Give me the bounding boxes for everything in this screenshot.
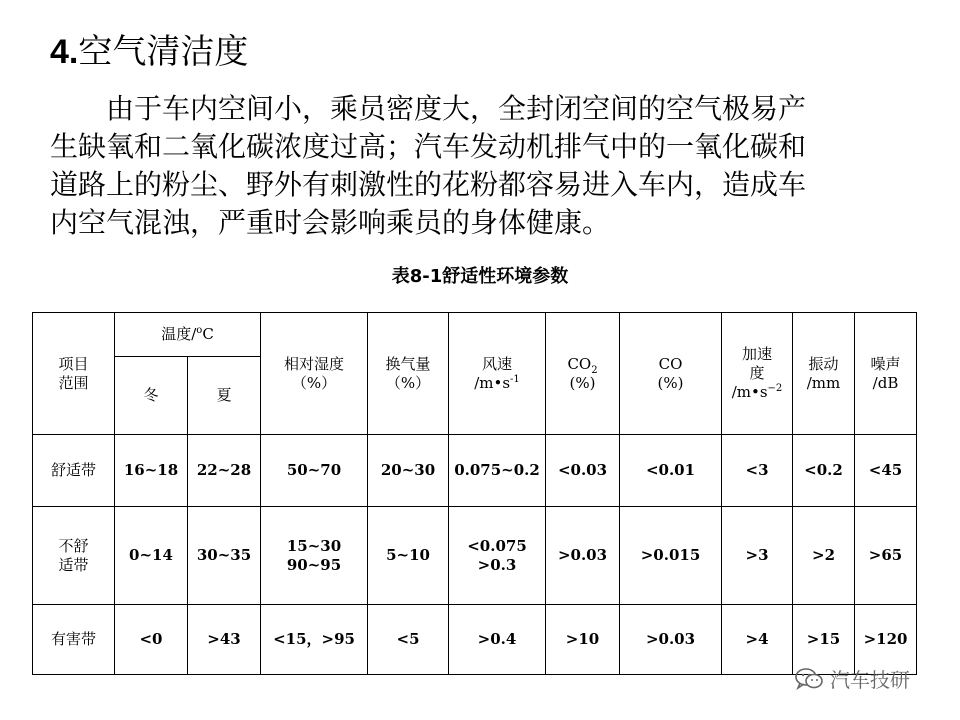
cell-vibration: >2 [793,507,855,605]
cell-wind: <0.075 >0.3 [449,507,546,605]
header-temperature: 温度/$^o$C [115,313,261,357]
header-wind-speed: 风速 $/m•s^{-1}$ [449,313,546,435]
header-winter: 冬 [115,357,188,435]
cell-noise: >120 [855,605,917,675]
header-vibration: 振动 /mm [793,313,855,435]
comfort-parameters-table [32,312,917,675]
section-heading [50,30,248,74]
cell-co: >0.015 [620,507,722,605]
watermark-text: 汽车技研 [830,668,910,692]
watermark [794,664,910,693]
cell-acceleration: <3 [722,435,793,507]
cell-acceleration: >4 [722,605,793,675]
paragraph-line: 由于车内空间小，乘员密度大，全封闭空间的空气极易产 [50,92,807,125]
header-item-range: 项目 范围 [33,313,115,435]
cell-noise: >65 [855,507,917,605]
paragraph-line: 生缺氧和二氧化碳浓度过高；汽车发动机排气中的一氧化碳和 [50,130,807,163]
cell-co2: >10 [546,605,620,675]
row-label: 有害带 [33,605,115,675]
cell-ventilation: <5 [368,605,449,675]
cell-co2: <0.03 [546,435,620,507]
cell-co: >0.03 [620,605,722,675]
table-row [33,507,917,605]
cell-wind: >0.4 [449,605,546,675]
cell-ventilation: 20~30 [368,435,449,507]
cell-vibration: <0.2 [793,435,855,507]
body-paragraph [50,90,920,242]
cell-ventilation: 5~10 [368,507,449,605]
cell-co: <0.01 [620,435,722,507]
header-acceleration: 加速 度 $/m•s^{-2}$ [722,313,793,435]
header-summer: 夏 [188,357,261,435]
cell-humidity: 15~30 90~95 [261,507,368,605]
cell-noise: <45 [855,435,917,507]
cell-wind: 0.075~0.2 [449,435,546,507]
table-caption: 表8-1舒适性环境参数 [391,266,569,287]
cell-vibration: >15 [793,605,855,675]
cell-co2: >0.03 [546,507,620,605]
section-number: 4. [50,33,79,71]
header-noise: 噪声 /dB [855,313,917,435]
table-row [33,435,917,507]
cell-summer: >43 [188,605,261,675]
cell-summer: 22~28 [188,435,261,507]
cell-humidity: <15，>95 [261,605,368,675]
header-co: CO (%) [620,313,722,435]
header-humidity: 相对湿度 （%） [261,313,368,435]
paragraph-line: 道路上的粉尘、野外有刺激性的花粉都容易进入车内，造成车 [50,168,807,201]
cell-summer: 30~35 [188,507,261,605]
cell-humidity: 50~70 [261,435,368,507]
section-title: 空气清洁度 [78,32,249,72]
paragraph-line: 内空气混浊，严重时会影响乘员的身体健康。 [50,206,611,239]
header-ventilation: 换气量 （%） [368,313,449,435]
header-co2: $CO_2$ (%) [546,313,620,435]
table-header-row [33,313,917,357]
cell-winter: <0 [115,605,188,675]
row-label: 不舒 适带 [33,507,115,605]
cell-winter: 16~18 [115,435,188,507]
cell-acceleration: >3 [722,507,793,605]
wechat-icon [794,666,824,692]
row-label: 舒适带 [33,435,115,507]
cell-winter: 0~14 [115,507,188,605]
table-row [33,605,917,675]
